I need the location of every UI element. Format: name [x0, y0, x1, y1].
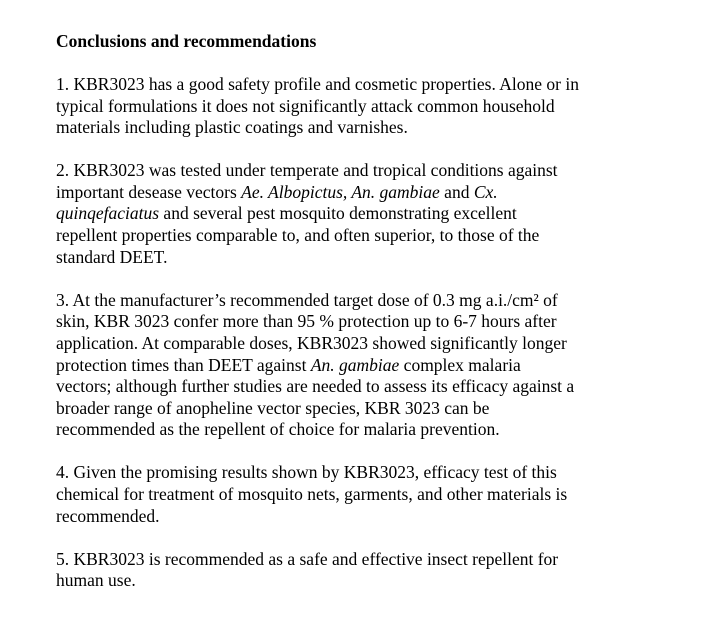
- paragraph-line: important desease vectors Ae. Albopictus, An. gambiae and Cx.: [56, 181, 498, 202]
- paragraph-line: 2. KBR3023 was tested under temperate and tropical conditions against: [56, 160, 558, 181]
- paragraph-line: skin, KBR 3023 confer more than 95 % protection up to 6-7 hours after: [56, 311, 557, 332]
- paragraph-line: broader range of anopheline vector species, KBR 3023 can be: [56, 397, 490, 418]
- recommendation-paragraph-1: [56, 74, 676, 139]
- recommendation-paragraph-5: [56, 549, 676, 592]
- paragraph-line: protection times than DEET against An. gambiae complex malaria: [56, 354, 521, 375]
- paragraph-line: recommended as the repellent of choice for malaria prevention.: [56, 419, 500, 440]
- paragraph-line: materials including plastic coatings and varnishes.: [56, 117, 408, 138]
- species-name: Ae. Albopictus, An. gambiae: [241, 181, 440, 202]
- paragraph-list: [56, 74, 676, 592]
- paragraph-line: human use.: [56, 570, 136, 591]
- paragraph-line: standard DEET.: [56, 246, 168, 267]
- recommendation-paragraph-4: [56, 462, 676, 527]
- paragraph-line: 1. KBR3023 has a good safety profile and cosmetic properties. Alone or in: [56, 74, 579, 94]
- paragraph-line: chemical for treatment of mosquito nets, garments, and other materials is: [56, 484, 568, 504]
- paragraph-line: vectors; although further studies are needed to assess its efficacy against a: [56, 376, 575, 397]
- recommendation-paragraph-3: [56, 290, 676, 441]
- paragraph-line: application. At comparable doses, KBR3023 showed significantly longer: [56, 332, 567, 353]
- paragraph-line: typical formulations it does not significantly attack common household: [56, 95, 555, 116]
- document-page: [56, 30, 676, 613]
- paragraph-line: recommended.: [56, 505, 160, 526]
- paragraph-line: 4. Given the promising results shown by KBR3023, efficacy test of this: [56, 462, 557, 483]
- recommendation-paragraph-2: [56, 160, 676, 268]
- species-name: quinqefaciatus: [56, 203, 160, 224]
- species-name: An. gambiae: [310, 354, 400, 375]
- paragraph-line: repellent properties comparable to, and often superior, to those of the: [56, 225, 540, 246]
- paragraph-line: 3. At the manufacturer’s recommended target dose of 0.3 mg a.i./cm² of: [56, 289, 558, 310]
- section-heading: Conclusions and recommendations: [56, 31, 317, 51]
- paragraph-line: quinqefaciatus and several pest mosquito demonstrating excellent: [56, 203, 517, 224]
- paragraph-line: 5. KBR3023 is recommended as a safe and effective insect repellent for: [56, 548, 559, 569]
- species-name: Cx.: [473, 181, 498, 202]
